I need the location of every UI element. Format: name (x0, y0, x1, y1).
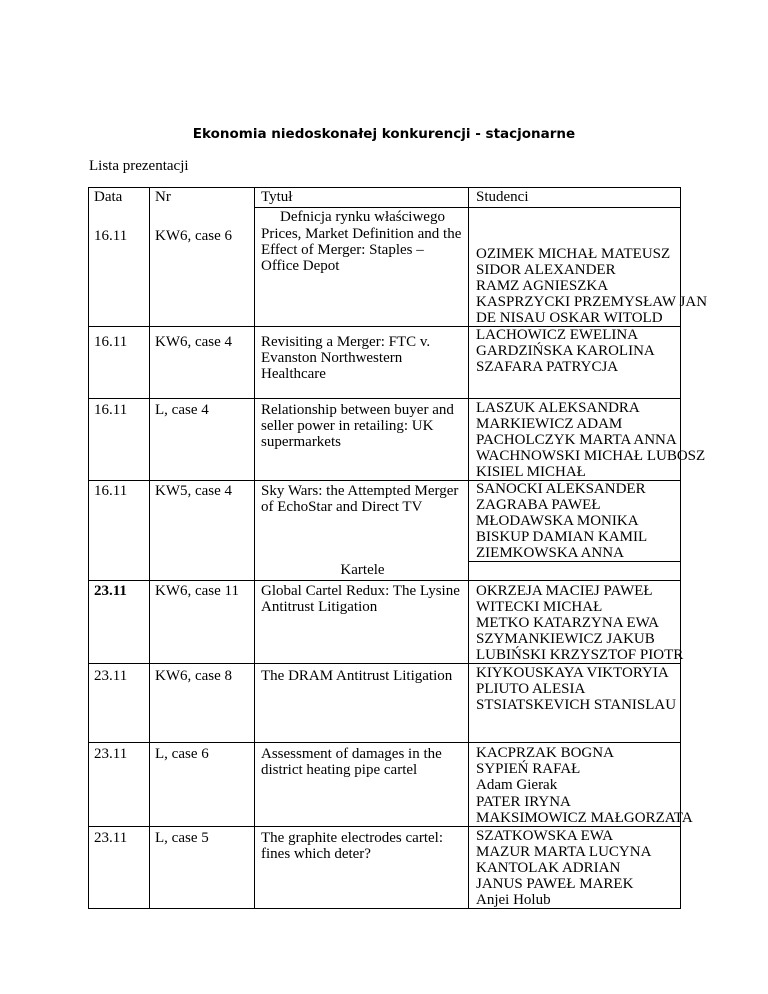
cell-nr: KW6, case 6 (150, 208, 255, 327)
cell-date: 16.11 (89, 481, 150, 562)
cell-date: 23.11 (89, 581, 150, 664)
student-name: KISIEL MICHAŁ (476, 464, 586, 480)
student-name: LACHOWICZ EWELINA (476, 327, 639, 343)
cell-students (469, 581, 684, 664)
cell-students (469, 664, 681, 743)
student-name: SANOCKI ALEKSANDER (476, 481, 646, 497)
cell-title: Relationship between buyer and seller power in retailing: UK supermarkets (255, 399, 469, 481)
cell-title: The graphite electrodes cartel: fines which deter? (255, 827, 469, 909)
cell-nr: L, case 5 (150, 827, 255, 909)
student-name: PATER IRYNA (476, 794, 571, 810)
student-name: LASZUK ALEKSANDRA (476, 400, 640, 416)
cell-date: 23.11 (89, 743, 150, 827)
student-name: SYPIEŃ RAFAŁ (476, 761, 581, 777)
section-spacer (89, 562, 150, 581)
cell-nr: KW6, case 8 (150, 664, 255, 743)
section-heading: Kartele (255, 562, 469, 581)
cell-date: 16.11 (89, 399, 150, 481)
student-name: MŁODAWSKA MONIKA (476, 513, 639, 529)
student-name: KIYKOUSKAYA VIKTORYIA (476, 665, 669, 681)
table-row (89, 827, 681, 909)
student-name: SIDOR ALEXANDER (476, 262, 616, 278)
student-name: RAMZ AGNIESZKA (476, 278, 609, 294)
cell-title: Assessment of damages in the district heating pipe cartel (255, 743, 469, 827)
student-name: JANUS PAWEŁ MAREK (476, 876, 634, 892)
table-row (89, 327, 681, 399)
table-row (89, 743, 681, 827)
section-spacer (469, 562, 681, 581)
cell-date: 23.11 (89, 827, 150, 909)
table-header-row (89, 188, 681, 208)
cell-nr: L, case 6 (150, 743, 255, 827)
cell-nr: L, case 4 (150, 399, 255, 481)
student-name: STSIATSKEVICH STANISLAU (476, 697, 677, 713)
cell-nr: KW6, case 11 (150, 581, 255, 664)
cell-students (469, 327, 681, 399)
student-name: SZYMANKIEWICZ JAKUB (476, 631, 655, 647)
student-name: KASPRZYCKI PRZEMYSŁAW JAN (476, 294, 708, 310)
student-name: PLIUTO ALESIA (476, 681, 586, 697)
student-name: LUBIŃSKI KRZYSZTOF PIOTR (476, 647, 684, 663)
cell-date: 23.11 (89, 664, 150, 743)
student-name: GARDZIŃSKA KAROLINA (476, 343, 655, 359)
student-name: Adam Gierak (476, 777, 558, 793)
cell-title: Global Cartel Redux: The Lysine Antitrust Litigation (255, 581, 469, 664)
student-name: MAZUR MARTA LUCYNA (476, 844, 652, 860)
section-heading: Defnicja rynku właściwego (280, 209, 445, 225)
student-name: ZAGRABA PAWEŁ (476, 497, 601, 513)
cell-title: The DRAM Antitrust Litigation (255, 664, 469, 743)
cell-title: Sky Wars: the Attempted Merger of EchoStar and Direct TV (255, 481, 469, 562)
cell-date: 16.11 (89, 327, 150, 399)
column-header-students: Studenci (469, 188, 681, 208)
table-row (89, 399, 681, 481)
student-name: SZATKOWSKA EWA (476, 828, 614, 844)
document-title: Ekonomia niedoskonałej konkurencji - stacjonarne (192, 126, 576, 142)
table-row (89, 481, 681, 562)
cell-students (469, 481, 681, 562)
student-name: SZAFARA PATRYCJA (476, 359, 619, 375)
cell-nr: KW6, case 4 (150, 327, 255, 399)
presentations-table (88, 187, 708, 909)
column-header-nr: Nr (150, 188, 255, 208)
cell-date: 16.11 (89, 208, 150, 327)
student-name: KANTOLAK ADRIAN (476, 860, 621, 876)
cell-students (469, 399, 706, 481)
student-name: METKO KATARZYNA EWA (476, 615, 659, 631)
cell-students (469, 827, 681, 909)
column-header-date: Data (89, 188, 150, 208)
cell-students (469, 208, 708, 327)
column-header-title: Tytuł (255, 188, 469, 208)
student-name: MAKSIMOWICZ MAŁGORZATA (476, 810, 693, 826)
document-subtitle: Lista prezentacji (89, 158, 189, 174)
student-name: ZIEMKOWSKA ANNA (476, 545, 624, 561)
student-name: WACHNOWSKI MICHAŁ LUBOSZ (476, 448, 706, 464)
cell-students (469, 743, 693, 827)
student-name: OKRZEJA MACIEJ PAWEŁ (476, 583, 653, 599)
student-name: OZIMEK MICHAŁ MATEUSZ (476, 246, 671, 262)
student-name: MARKIEWICZ ADAM (476, 416, 623, 432)
student-name: DE NISAU OSKAR WITOLD (476, 310, 663, 326)
student-name: BISKUP DAMIAN KAMIL (476, 529, 648, 545)
student-name: Anjei Holub (476, 892, 551, 908)
section-spacer (150, 562, 255, 581)
student-name: KACPRZAK BOGNA (476, 745, 614, 761)
table-row (89, 581, 681, 664)
student-name: WITECKI MICHAŁ (476, 599, 603, 615)
cell-title: Defnicja rynku właściwego Prices, Market Definition and the Effect of Merger: Staples – Office Depot (255, 208, 469, 327)
table-row (89, 208, 681, 327)
student-name: PACHOLCZYK MARTA ANNA (476, 432, 677, 448)
cell-nr: KW5, case 4 (150, 481, 255, 562)
cell-title: Revisiting a Merger: FTC v. Evanston Northwestern Healthcare (255, 327, 469, 399)
table-row (89, 664, 681, 743)
section-row (89, 562, 681, 581)
